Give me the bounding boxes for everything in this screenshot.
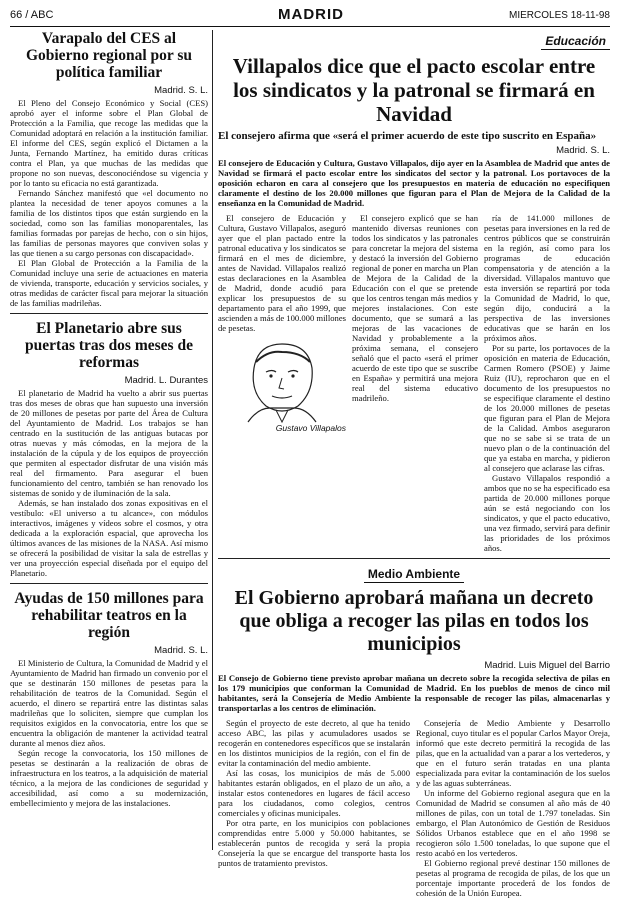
article-body (10, 658, 208, 808)
article-byline: Madrid. S. L. (154, 85, 208, 96)
article-headline: El Gobierno aprobará mañana un decreto que obliga a recoger las pilas en todos los municipios (234, 587, 594, 655)
article-body (10, 388, 208, 578)
article-column (352, 213, 478, 553)
article-teatros (10, 590, 208, 808)
paragraph: El Pleno del Consejo Económico y Social (CES) aprobó ayer el informe sobre el Plan Global de Protección a la Familia, que recoge las medidas que la Comunidad adoptará en relación a la institución familiar. El informe del CES, según explicó el Dictamen a la Junta, Fernando Martínez, ha emitido duras críticas contra el Plan, ya que muchas de las medidas que propone no son nuevas, desconociéndose su vigencia y por lo tanto su eficacia no está garantizada. (10, 98, 208, 188)
article-planetario (10, 320, 208, 578)
paragraph: El Plan Global de Protección a la Familia de la Comunidad incluye una serie de actuaciones en materia de vivienda, transporte, educación y servicios sociales, y otras medidas de carácter fiscal para mejorar la situación de las familias madrileñas. (10, 258, 208, 308)
article-headline: Ayudas de 150 millones para rehabilitar teatros en la región (14, 590, 204, 641)
article-byline: Madrid. Luis Miguel del Barrio (484, 660, 610, 671)
article-body (10, 98, 208, 308)
paragraph: ría de 141.000 millones de pesetas para inversiones en la red de centros públicos que se construirán en la región, así como para los programas de educación compensatoria y de atención a la diversidad. Villapalos mantuvo que esta inversión se repartirá por toda la Comunidad de Madrid, lo que, según dijo, conducirá a la perspectiva de las inversiones educativas que se harán en los próximos años. (484, 213, 610, 343)
article-headline: Villapalos dice que el pacto escolar entre los sindicatos y la patronal se firmará en Navidad (232, 54, 596, 126)
article-columns (218, 213, 610, 553)
divider (10, 313, 208, 314)
left-column (10, 30, 208, 850)
page-number: 66 / ABC (10, 9, 54, 21)
right-column (218, 30, 610, 898)
paragraph: Por su parte, los portavoces de la oposición en materia de Educación, Carmen Romero (PSOE) y Jaime Ruiz (IU), reprocharon que en el documento de los presupuestos no se especifique claramente el destino de los 20.000 millones de pesetas que figuran para el Plan de Mejora de la Calidad. Ambos aseguraron que no se sabe si se trata de un nuevo plan o de la continuación del que ya estaba en marcha, y pidieron al consejero que aclarase las cifras. (484, 343, 610, 473)
section-kicker: Medio Ambiente (364, 567, 464, 583)
page-header (10, 6, 610, 27)
paragraph: Un informe del Gobierno regional asegura que en la Comunidad de Madrid se consumen al año más de 40 millones de pilas, con un total de 1.797 toneladas. Sin embargo, el Plan Autonómico de Gestión de Residuos Sólidos Urbanos establece que en el año 1998 se recogieron sólo 1.500 toneladas, lo que supone que el resto acabó en los vertederos. (416, 788, 610, 858)
paragraph: Por otra parte, en los municipios con poblaciones comprendidas entre 5.000 y 50.000 habitantes, se establecerán puntos de recogida y será la propia Consejería la que se encargue del transporte hasta los puntos de tratamiento previstos. (218, 818, 410, 868)
issue-date: MIERCOLES 18-11-98 (509, 10, 610, 21)
article-subheadline: El consejero afirma que «será el primer acuerdo de este tipo suscrito en España» (218, 130, 597, 142)
article-byline: Madrid. S. L. (154, 645, 208, 656)
article-byline: Madrid. L. Durantes (124, 375, 208, 386)
article-medio-ambiente (218, 565, 610, 898)
article-byline: Madrid. S. L. (556, 145, 610, 156)
column-divider (212, 30, 213, 850)
article-column (416, 718, 610, 898)
article-columns (218, 718, 610, 898)
paragraph: Consejería de Medio Ambiente y Desarrollo Regional, cuyo titular es el popular Carlos Mayor Oreja, informó que este decreto permitirá la recogida de las pilas, que en la actualidad van a parar a los vertederos, y que en el futuro serán tratadas en una planta especializada para evitar la contaminación de los suelos y de las aguas subterráneas. (416, 718, 610, 788)
paragraph: El planetario de Madrid ha vuelto a abrir sus puertas tras dos meses de obras que han supuesto una inversión de 20 millones de pesetas por parte del Área de Cultura del Ayuntamiento de Madrid. Los trabajos se han centrado en la sustitución de las antiguas butacas por otras nuevas y más cómodas, en la mejora de la instalación de la cúpula y de los equipos de proyección que permiten al espectador disfrutar de una visión más real del firmamento. Para asegurar el buen funcionamiento del centro, también se han renovado los sistemas de sonido y de iluminación de la sala. (10, 388, 208, 498)
divider (218, 558, 610, 559)
article-educacion (218, 32, 610, 553)
divider (10, 583, 208, 584)
paragraph: El consejero explicó que se han mantenido diversas reuniones con todos los sindicatos y las patronales para concretar la mejora del sistema y destacó la inversión del Gobierno regional de poner en marcha un Plan de Mejora de la Calidad de la Educación con el que se pretende que los centros tengan más medios y mejores instalaciones. Con este documento, que se sumará a las mejoras de las vacaciones de Navidad y probablemente a la próxima semana, el consejero señaló que el pacto «será el primer acuerdo de este tipo que se suscribe en España» y permitirá una mejora real del sistema educativo madrileño. (352, 213, 479, 403)
paragraph: Además, se han instalado dos zonas expositivas en el vestíbulo: «El universo a tu alcance», con módulos interactivos, imágenes y vídeos sobre el cosmos, y otra dedicada a la exploración espacial, que aprovecha los últimos avances de las misiones de la NASA. Así mismo se ofrecerá la posibilidad de visitar la sala de estrellas y ver una proyección especial diseñada por el equipo del Planetario. (10, 498, 208, 578)
paragraph: El Ministerio de Cultura, la Comunidad de Madrid y el Ayuntamiento de Madrid han firmado un convenio por el que se destinarán 150 millones de pesetas para la rehabilitación de teatros de la Comunidad. Según el acuerdo, el dinero se repartirá entre las distintas salas madrileñas que lo soliciten, siempre que cumplan los requisitos exigidos en la convocatoria, entre los que se encuentra la obligación de mantener la actividad teatral durante al menos diez años. (10, 658, 208, 748)
paragraph: Gustavo Villapalos respondió a ambos que no se ha especificado esa partida de 20.000 millones porque aún se está negociando con los sindicatos, y que el pacto educativo, una vez firmado, servirá para definir las prioridades de los próximos años. (484, 473, 610, 553)
paragraph: El consejero de Educación y Cultura, Gustavo Villapalos, aseguró ayer que el plan pactado entre la patronal educativa y los sindicatos se firmará en el mes de diciembre, antes de Navidad. Villapalos realizó estas declaraciones en la Asamblea de Madrid, donde acudió para explicar los presupuestos de su departamento para el año 1999, que ascienden a más de 100.000 millones de pesetas. (218, 213, 346, 333)
portrait-sketch-icon (218, 336, 346, 422)
section-title: MADRID (278, 6, 344, 23)
section-kicker: Educación (541, 34, 610, 50)
article-headline: El Planetario abre sus puertas tras dos meses de reformas (25, 320, 193, 371)
article-lede: El Consejo de Gobierno tiene previsto aprobar mañana un decreto sobre la recogida selectiva de pilas en los 179 municipios que conforman la Comunidad de Madrid. En los pueblos de menos de cinco mil habitantes, será la Consejería de Medio Ambiente la responsable de recoger las pilas, almacenarlas y transportarlas a los centros de eliminación. (218, 673, 610, 713)
paragraph: El Gobierno regional prevé destinar 150 millones de pesetas al programa de recogida de pilas, de los que un porcentaje importante procederá de los fondos de cohesión de la Unión Europea. (416, 858, 610, 898)
paragraph: Según recoge la convocatoria, los 150 millones de pesetas se destinarán a la realización de obras de infraestructura en los teatros, a la adquisición de material técnico, a la mejora de las condiciones de seguridad y accesibilidad, así como a su modernización, embellecimiento y mejora de las instalaciones. (10, 748, 208, 808)
paragraph: Fernando Sánchez manifestó que «el documento no plantea la necesidad de tener apoyos comunes a la familia de los distintos tipos que están surgiendo en la sociedad, como son las familias monoparentales, las familias formadas por parejas de hecho, con o sin hijos, las familias de personas mayores que conviven solas y las que tienen a su cargo personas con discapacidad». (10, 188, 208, 258)
article-column (218, 718, 410, 898)
article-ces (10, 30, 208, 308)
paragraph: Así las cosas, los municipios de más de 5.000 habitantes estarán obligados, en el plazo de un año, a instalar estos contenedores en lugares de fácil acceso para los ciudadanos, como colegios, centros comerciales y oficinas municipales. (218, 768, 410, 818)
article-column (484, 213, 610, 553)
article-lede: El consejero de Educación y Cultura, Gustavo Villapalos, dijo ayer en la Asamblea de Madrid que antes de Navidad se firmará el pacto escolar entre los sindicatos del sector y la patronal. Los portavoces de la oposición echaron en cara al consejero que los presupuestos en materia de educación no especifiquen claramente el destino de los 20.000 millones que figuran para el Plan de Mejora de la Calidad de la enseñanza en la Comunidad de Madrid. (218, 158, 610, 208)
article-column (218, 213, 346, 333)
photo-caption: Gustavo Villapalos (275, 423, 346, 433)
paragraph: Según el proyecto de este decreto, al que ha tenido acceso ABC, las pilas y acumuladores usados se recogerán en contenedores específicos que se instalarán en los distintos municipios de la región, con el fin de evitar la contaminación del medio ambiente. (218, 718, 410, 768)
article-headline: Varapalo del CES al Gobierno regional por su política familiar (25, 30, 193, 81)
portrait-illustration (218, 336, 346, 433)
